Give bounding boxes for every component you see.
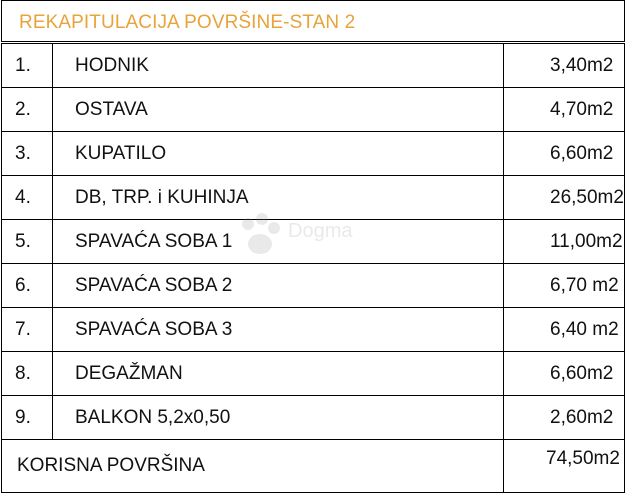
room-area: 11,00m2 (504, 220, 625, 264)
room-name: SPAVAĆA SOBA 2 (53, 264, 504, 308)
row-number: 5. (2, 220, 53, 264)
table-row (2, 308, 625, 352)
total-row (2, 440, 625, 493)
row-number: 9. (2, 396, 53, 440)
room-area: 26,50m2 (504, 176, 625, 220)
table-row (2, 176, 625, 220)
row-number: 4. (2, 176, 53, 220)
room-name: DB, TRP. i KUHINJA (53, 176, 504, 220)
room-name: KUPATILO (53, 132, 504, 176)
area-table-body (2, 44, 625, 493)
table-row (2, 352, 625, 396)
table-row (2, 396, 625, 440)
watermark-text: Dogma (288, 220, 353, 242)
room-area: 2,60m2 (504, 396, 625, 440)
total-label: KORISNA POVRŠINA (2, 440, 504, 493)
row-number: 7. (2, 308, 53, 352)
room-name: OSTAVA (53, 88, 504, 132)
table-row (2, 88, 625, 132)
room-area: 6,60m2 (504, 132, 625, 176)
total-area: 74,50m2 (504, 440, 625, 493)
row-number: 1. (2, 44, 53, 88)
row-number: 8. (2, 352, 53, 396)
room-name: SPAVAĆA SOBA 3 (53, 308, 504, 352)
table-row (2, 264, 625, 308)
room-name: DEGAŽMAN (53, 352, 504, 396)
room-name: BALKON 5,2x0,50 (53, 396, 504, 440)
room-name: HODNIK (53, 44, 504, 88)
room-area: 3,40m2 (504, 44, 625, 88)
table-row (2, 132, 625, 176)
table-row (2, 44, 625, 88)
table-title: REKAPITULACIJA POVRŠINE-STAN 2 (19, 12, 356, 33)
table-row (2, 220, 625, 264)
room-area: 4,70m2 (504, 88, 625, 132)
area-table (1, 43, 625, 493)
room-name: SPAVAĆA SOBA 1 (53, 220, 504, 264)
room-area: 6,60m2 (504, 352, 625, 396)
row-number: 6. (2, 264, 53, 308)
room-area: 6,40 m2 (504, 308, 625, 352)
row-number: 2. (2, 88, 53, 132)
room-area: 6,70 m2 (504, 264, 625, 308)
row-number: 3. (2, 132, 53, 176)
title-row (1, 0, 625, 42)
